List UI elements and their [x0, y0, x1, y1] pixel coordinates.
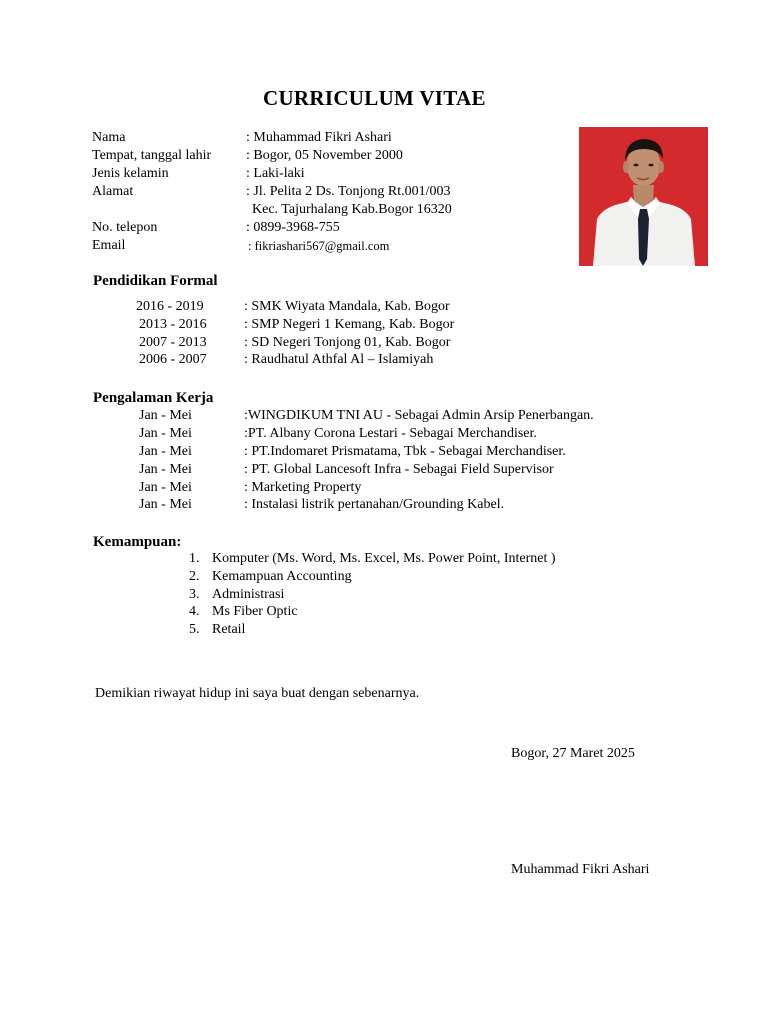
skill-number: 3. [189, 587, 200, 602]
closing-statement: Demikian riwayat hidup ini saya buat dengan sebenarnya. [95, 686, 420, 701]
personal-value-email: : fikriashari567@gmail.com [248, 239, 390, 253]
personal-value-name: : Muhammad Fikri Ashari [246, 130, 392, 145]
education-detail: : SMK Wiyata Mandala, Kab. Bogor [244, 299, 450, 314]
skill-number: 2. [189, 569, 200, 584]
personal-value-birth: : Bogor, 05 November 2000 [246, 148, 403, 163]
education-period: 2006 - 2007 [139, 352, 207, 367]
experience-heading: Pengalaman Kerja [93, 390, 214, 406]
experience-period: Jan - Mei [139, 426, 192, 441]
skill-text: Komputer (Ms. Word, Ms. Excel, Ms. Power Point, Internet ) [212, 551, 556, 566]
skill-text: Ms Fiber Optic [212, 604, 298, 619]
skill-text: Administrasi [212, 587, 285, 602]
education-detail: : SMP Negeri 1 Kemang, Kab. Bogor [244, 317, 455, 332]
experience-period: Jan - Mei [139, 462, 192, 477]
personal-value-address: : Jl. Pelita 2 Ds. Tonjong Rt.001/003 [246, 184, 451, 199]
skill-text: Kemampuan Accounting [212, 569, 352, 584]
personal-label-birth: Tempat, tanggal lahir [92, 148, 212, 163]
skill-number: 1. [189, 551, 200, 566]
personal-value-address-line2: Kec. Tajurhalang Kab.Bogor 16320 [252, 202, 452, 217]
place-date: Bogor, 27 Maret 2025 [511, 746, 635, 761]
education-period: 2016 - 2019 [136, 299, 204, 314]
personal-value-gender: : Laki-laki [246, 166, 305, 181]
experience-detail: :PT. Albany Corona Lestari - Sebagai Merchandiser. [244, 426, 537, 441]
skills-heading: Kemampuan: [93, 534, 182, 550]
personal-label-address: Alamat [92, 184, 134, 199]
personal-label-phone: No. telepon [92, 220, 158, 235]
skill-text: Retail [212, 622, 246, 637]
education-heading: Pendidikan Formal [93, 273, 218, 289]
skill-number: 4. [189, 604, 200, 619]
education-period: 2007 - 2013 [139, 335, 207, 350]
signature-name: Muhammad Fikri Ashari [511, 862, 650, 877]
page-title: CURRICULUM VITAE [263, 86, 486, 110]
experience-period: Jan - Mei [139, 408, 192, 423]
personal-label-name: Nama [92, 130, 126, 145]
experience-period: Jan - Mei [139, 497, 192, 512]
experience-detail: : PT.Indomaret Prismatama, Tbk - Sebagai Merchandiser. [244, 444, 566, 459]
profile-photo [579, 127, 708, 266]
personal-label-gender: Jenis kelamin [92, 166, 169, 181]
education-detail: : SD Negeri Tonjong 01, Kab. Bogor [244, 335, 451, 350]
experience-period: Jan - Mei [139, 444, 192, 459]
education-detail: : Raudhatul Athfal Al – Islamiyah [244, 352, 434, 367]
experience-period: Jan - Mei [139, 480, 192, 495]
experience-detail: :WINGDIKUM TNI AU - Sebagai Admin Arsip Penerbangan. [244, 408, 594, 423]
experience-detail: : Marketing Property [244, 480, 362, 495]
personal-label-email: Email [92, 238, 126, 253]
education-period: 2013 - 2016 [139, 317, 207, 332]
person-silhouette-icon [579, 127, 708, 266]
experience-detail: : PT. Global Lancesoft Infra - Sebagai Field Supervisor [244, 462, 554, 477]
skill-number: 5. [189, 622, 200, 637]
experience-detail: : Instalasi listrik pertanahan/Grounding Kabel. [244, 497, 505, 512]
personal-value-phone: : 0899-3968-755 [246, 220, 340, 235]
